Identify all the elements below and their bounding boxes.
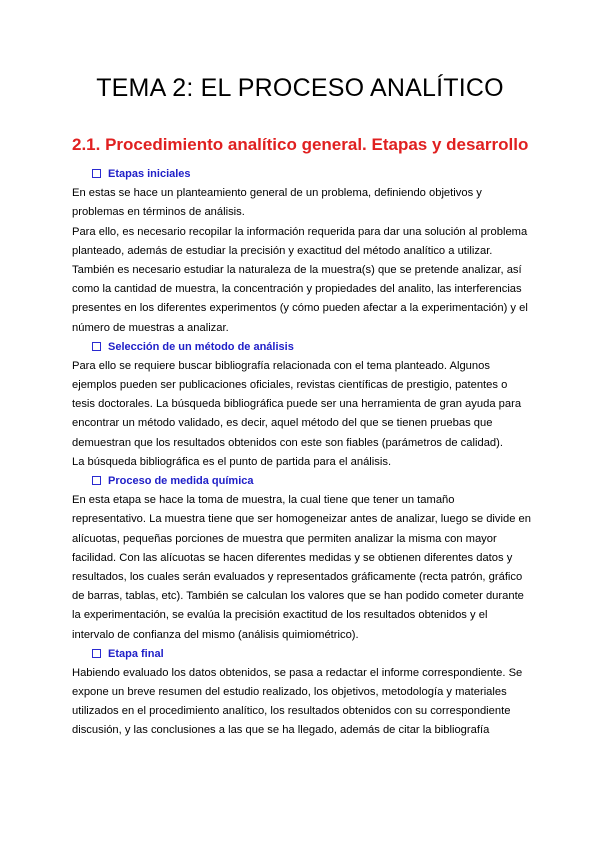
- text-line: expone un breve resumen del estudio realizado, los objetivos, metodología y materiales: [72, 686, 507, 699]
- text-line: demuestran que los resultados obtenidos con este son fiables (parámetros de calidad).: [72, 436, 503, 449]
- text-line: planteado, además de estudiar la precisión y exactitud del método analítico a utilizar.: [72, 244, 493, 257]
- text-line: de barras, tablas, etc). También se calculan los valores que se han podido cometer durante: [72, 590, 524, 603]
- checkbox-icon: [92, 649, 101, 658]
- document-body: [72, 165, 532, 741]
- text-line: alícuotas, pequeñas porciones de muestra que permiten analizar la misma con mayor: [72, 532, 497, 545]
- subsection-heading: [92, 645, 532, 664]
- text-line: facilidad. Con las alícuotas se hacen diferentes medidas y se obtienen diferentes datos y: [72, 551, 513, 564]
- paragraph: [72, 664, 532, 741]
- text-line: Para ello, es necesario recopilar la información requerida para dar una solución al problema: [72, 225, 528, 238]
- text-line: En esta etapa se hace la toma de muestra, la cual tiene que tener un tamaño: [72, 494, 455, 507]
- text-line: En estas se hace un planteamiento general de un problema, definiendo objetivos y: [72, 187, 482, 200]
- subsection-heading-label: Proceso de medida química: [108, 475, 254, 487]
- checkbox-icon: [92, 476, 101, 485]
- text-line: También es necesario estudiar la naturaleza de la muestra(s) que se pretende analizar, así: [72, 263, 522, 276]
- subsection-heading-label: Etapa final: [108, 647, 164, 660]
- text-line: resultados, los cuales serán evaluados y representados gráficamente (recta patrón, gráfico: [72, 570, 523, 583]
- text-line: número de muestras a analizar.: [72, 321, 229, 334]
- text-line: La búsqueda bibliográfica es el punto de partida para el análisis.: [72, 455, 392, 468]
- text-line: intervalo de confianza del mismo (análisis quimiométrico).: [72, 628, 359, 641]
- section-title: 2.1. Procedimiento analítico general. Etapas y desarrollo: [72, 135, 529, 154]
- paragraph: [72, 184, 532, 338]
- document-title: TEMA 2: EL PROCESO ANALÍTICO: [96, 74, 504, 102]
- subsection-heading: [92, 338, 532, 357]
- subsection-heading: [92, 472, 532, 491]
- text-line: presentes en los diferentes experimentos (y cómo pueden afectar a la experimentación) y el: [72, 302, 528, 315]
- text-line: la experimentación, se evalúa la precisión exactitud de los resultados obtenidos y el: [72, 609, 488, 622]
- text-line: utilizados en el procedimiento analítico, los resultados obtenidos con su correspondiente: [72, 705, 511, 718]
- text-line: tesis doctorales. La búsqueda bibliográfica puede ser una herramienta de gran ayuda para: [72, 398, 522, 411]
- text-line: como la cantidad de muestra, la concentración y propiedades del analito, las interferencias: [72, 283, 522, 296]
- checkbox-icon: [92, 342, 101, 351]
- checkbox-icon: [92, 169, 101, 178]
- paragraph: [72, 491, 532, 645]
- text-line: Habiendo evaluado los datos obtenidos, se pasa a redactar el informe correspondiente. Se: [72, 666, 523, 679]
- subsection-heading: [92, 165, 532, 184]
- text-line: Para ello se requiere buscar bibliografía relacionada con el tema planteado. Algunos: [72, 359, 490, 372]
- paragraph: [72, 357, 532, 472]
- text-line: encontrar un método validado, es decir, aquel método del que se tienen pruebas que: [72, 417, 493, 430]
- text-line: problemas en términos de análisis.: [72, 206, 245, 219]
- text-line: representativo. La muestra tiene que ser homogeneizar antes de analizar, luego se divide en: [72, 513, 531, 526]
- subsection-heading-label: Etapas iniciales: [108, 168, 191, 180]
- subsection-heading-label: Selección de un método de análisis: [108, 340, 294, 353]
- text-line: discusión, y las conclusiones a las que se ha llegado, además de citar la bibliografía: [72, 724, 490, 737]
- text-line: ejemplos pueden ser publicaciones oficiales, revistas científicas de prestigio, patentes o: [72, 379, 508, 392]
